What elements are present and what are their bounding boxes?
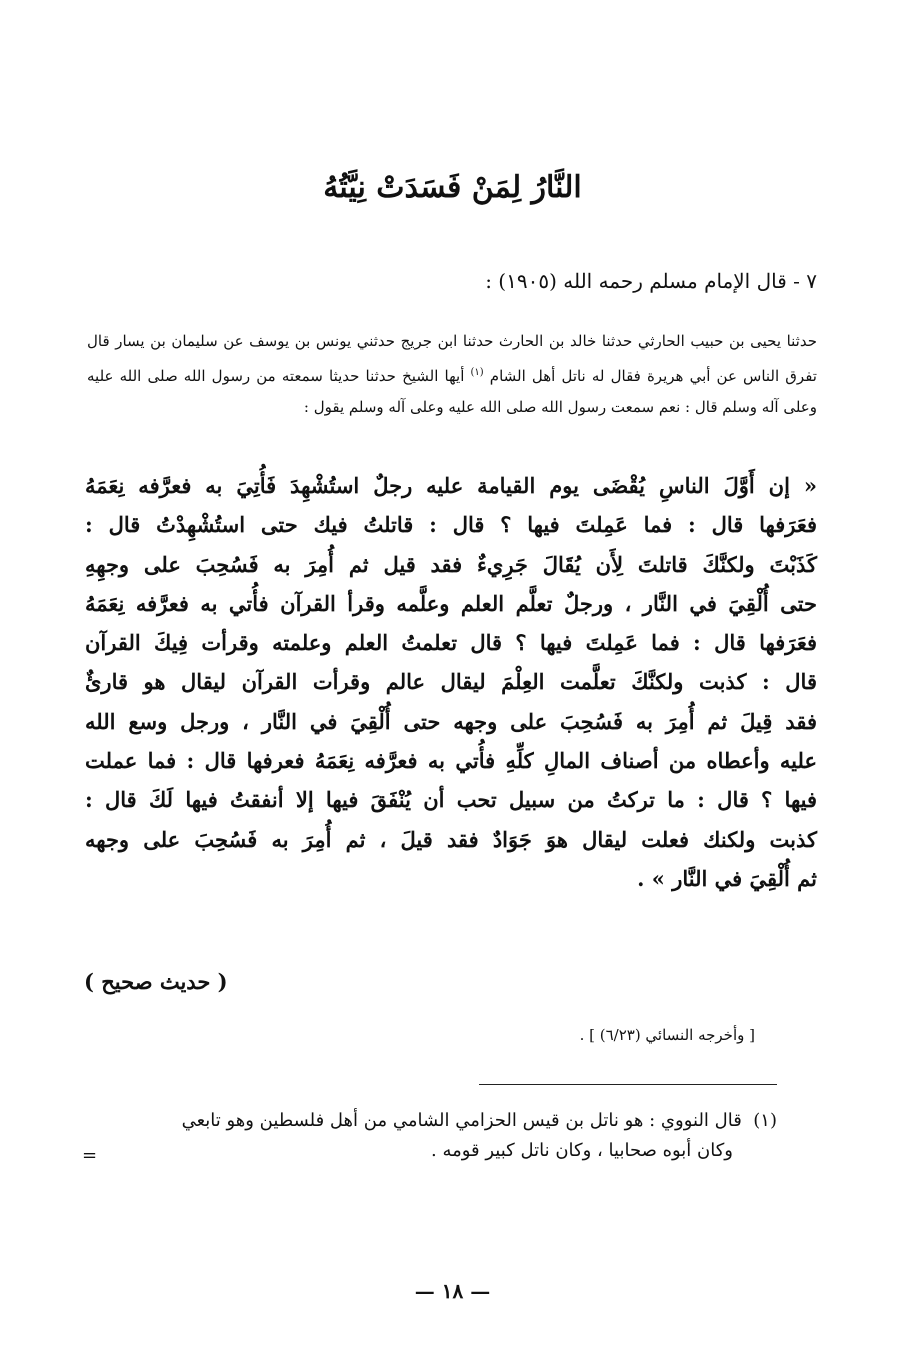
footnote-reference[interactable]: (١) xyxy=(470,367,484,378)
chapter-title: النَّارُ لِمَنْ فَسَدَتْ نِيَّتُهُ xyxy=(323,170,582,205)
footnote-divider xyxy=(479,1084,777,1085)
hadith-text xyxy=(85,466,817,898)
hadith-heading: ٧ - قال الإمام مسلم رحمه الله (١٩٠٥) : xyxy=(485,269,817,293)
hadith-line: فيها ؟ قال : ما تركتُ من سبيل تحب أن يُنْفَقَ فيها إلا أنفقتُ فيها لَكَ قال : xyxy=(85,787,817,813)
hadith-line: « إن أَوَّلَ الناسِ يُقْضَى يوم القيامة عليه رجلٌ استُشْهِدَ فَأُتِيَ به فعرَّفه نِعَمَهُ xyxy=(85,473,817,498)
hadith-line: فقد قِيلَ ثم أُمِرَ به فَسُحِبَ على وجهه حتى أُلْقِيَ في النَّار ، ورجل وسع الله xyxy=(85,708,817,734)
hadith-line: عليه وأعطاه من أصناف المالِ كلِّهِ فأُتي به فعرَّفه نِعَمَهُ فعرفها قال : فما عملت xyxy=(85,748,817,774)
hadith-grade: ( حديث صحيح ) xyxy=(84,969,228,994)
hadith-line: حتى أُلْقِيَ في النَّار ، ورجلٌ تعلَّم العلم وعلَّمه وقرأ القرآن فأُتي به فعرَّفه نِعَمَهُ xyxy=(85,590,817,616)
hadith-line: فعَرَفها قال : فما عَمِلتَ فيها ؟ قال : قاتلتُ فيك حتى استُشْهِدْتُ قال : xyxy=(85,512,817,538)
footnote-line-2: وكان أبوه صحابيا ، وكان ناتل كبير قومه . xyxy=(431,1140,733,1161)
page-number: — ١٨ — xyxy=(414,1279,491,1303)
hadith-line: فعَرَفها قال : فما عَمِلتَ فيها ؟ قال تعلمتُ العلم وعلمته وقرأت فِيكَ القرآن xyxy=(85,630,817,656)
takhrij-reference: [ وأخرجه النسائي (٦/٢٣) ] . xyxy=(579,1026,755,1044)
footnote xyxy=(85,1106,777,1166)
footnote-line-1 xyxy=(85,1106,777,1136)
hadith-line: كَذَبْتَ ولكنَّكَ قاتلتَ لِأَن يُقَالَ جَرِيءٌ فقد قيل ثم أُمِرَ به فَسُحِبَ على وجهِهِ xyxy=(85,551,817,577)
footnote-marker: (١) xyxy=(753,1110,777,1131)
hadith-line: قال : كذبت ولكنَّكَ تعلَّمت العِلْمَ ليقال عالم وقرأت القرآن ليقال هو قارئٌ xyxy=(85,669,817,695)
footnote-text-1: قال النووي : هو ناتل بن قيس الحزامي الشامي من أهل فلسطين وهو تابعي xyxy=(181,1110,742,1131)
hadith-line: ثم أُلْقِيَ في النَّار » . xyxy=(637,865,817,891)
sanad-part-2: أيها الشيخ حدثنا حديثا سمعته من رسول الله صلى الله عليه وعلى آله وسلم قال : نعم سمعت رسول الله صلى الله عليه وعلى آله وسلم يقول : xyxy=(87,367,817,416)
sanad-part-1: حدثنا يحيى بن حبيب الحارثي حدثنا خالد بن الحارث حدثنا ابن جريج حدثني يونس بن يوسف عن سليمان بن يسار قال تفرق الناس عن أبي هريرة فقال له ناتل أهل الشام xyxy=(87,332,817,385)
hadith-line: كذبت ولكنك فعلت ليقال هوَ جَوَادٌ فقد قيلَ ، ثم أُمِرَ به فَسُحِبَ على وجهه xyxy=(85,826,817,852)
footnote-continuation-mark: = xyxy=(82,1145,98,1166)
chain-of-narration xyxy=(87,326,817,423)
